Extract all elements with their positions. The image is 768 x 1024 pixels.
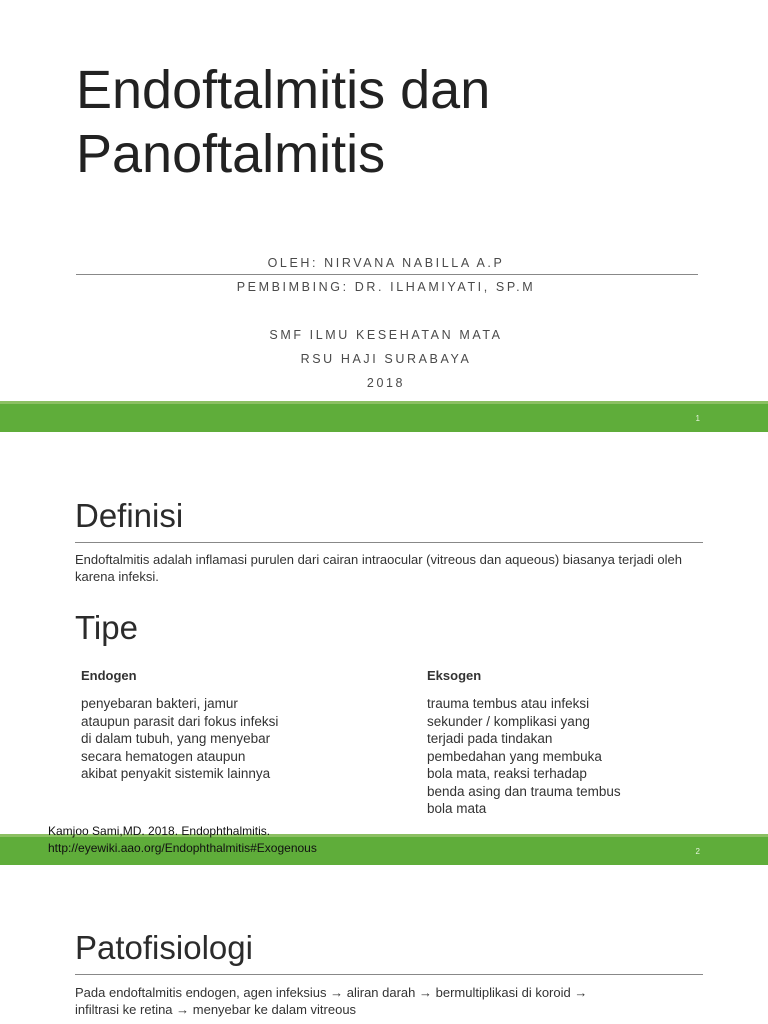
page-number: 1 [695, 414, 700, 423]
type-heading: Tipe [75, 609, 138, 646]
endogen-line: ataupun parasit dari fokus infeksi [81, 713, 279, 729]
eksogen-line: sekunder / komplikasi yang [427, 713, 590, 729]
title-slide [0, 0, 768, 432]
eksogen-line: trauma tembus atau infeksi [427, 696, 590, 711]
pathophysiology-text [75, 984, 715, 1018]
definition-divider [75, 542, 703, 543]
title-line-1: Endoftalmitis dan [76, 60, 491, 120]
eksogen-line: terjadi pada tindakan [427, 731, 553, 746]
endogen-line: di dalam tubuh, yang menyebar [81, 731, 271, 746]
endogen-line: penyebaran bakteri, jamur [81, 696, 238, 711]
definition-slide [0, 433, 768, 865]
title-line-2: Panoftalmitis [76, 124, 386, 184]
hospital-line: RSU HAJI SURABAYA [300, 352, 472, 366]
endogen-line: secara hematogen ataupun [81, 748, 246, 764]
endogen-heading: Endogen [81, 668, 137, 683]
year-line: 2018 [366, 376, 406, 390]
definition-heading: Definisi [75, 497, 184, 534]
title-divider [76, 274, 698, 275]
footer-bar [0, 404, 768, 432]
slide-title [76, 58, 490, 186]
pathophysiology-divider [75, 974, 703, 975]
department-line: SMF ILMU KESEHATAN MATA [269, 328, 503, 342]
eksogen-line: bola mata [427, 801, 487, 816]
page-number: 2 [695, 847, 700, 856]
pathophysiology-heading: Patofisiologi [75, 929, 253, 966]
eksogen-line: pembedahan yang membuka [427, 748, 602, 764]
reference-line: http://eyewiki.aao.org/Endophthalmitis#Exogenous [48, 841, 317, 855]
endogen-line: akibat penyakit sistemik lainnya [81, 766, 271, 781]
reference-line: Kamjoo Sami,MD. 2018. Endophthalmitis. [48, 824, 271, 838]
pathophysiology-slide [0, 866, 768, 1024]
definition-text: Endoftalmitis adalah inflamasi purulen dari cairan intraocular (vitreous dan aqueous) biasanya terjadi oleh karena infeksi. [75, 552, 683, 584]
eksogen-heading: Eksogen [427, 668, 482, 683]
reference-citation [48, 823, 317, 857]
eksogen-description [427, 695, 621, 818]
endogen-description [81, 695, 278, 783]
eksogen-line: bola mata, reaksi terhadap [427, 766, 587, 781]
pathophysiology-line: Pada endoftalmitis endogen, agen infeksius → aliran darah → bermultiplikasi di koroid → [75, 985, 588, 1000]
eksogen-line: benda asing dan trauma tembus [427, 783, 621, 799]
author-line: OLEH: NIRVANA NABILLA A.P [267, 256, 505, 270]
supervisor-line: PEMBIMBING: DR. ILHAMIYATI, SP.M [236, 280, 536, 294]
pathophysiology-line: infiltrasi ke retina → menyebar ke dalam vitreous [75, 1002, 357, 1017]
